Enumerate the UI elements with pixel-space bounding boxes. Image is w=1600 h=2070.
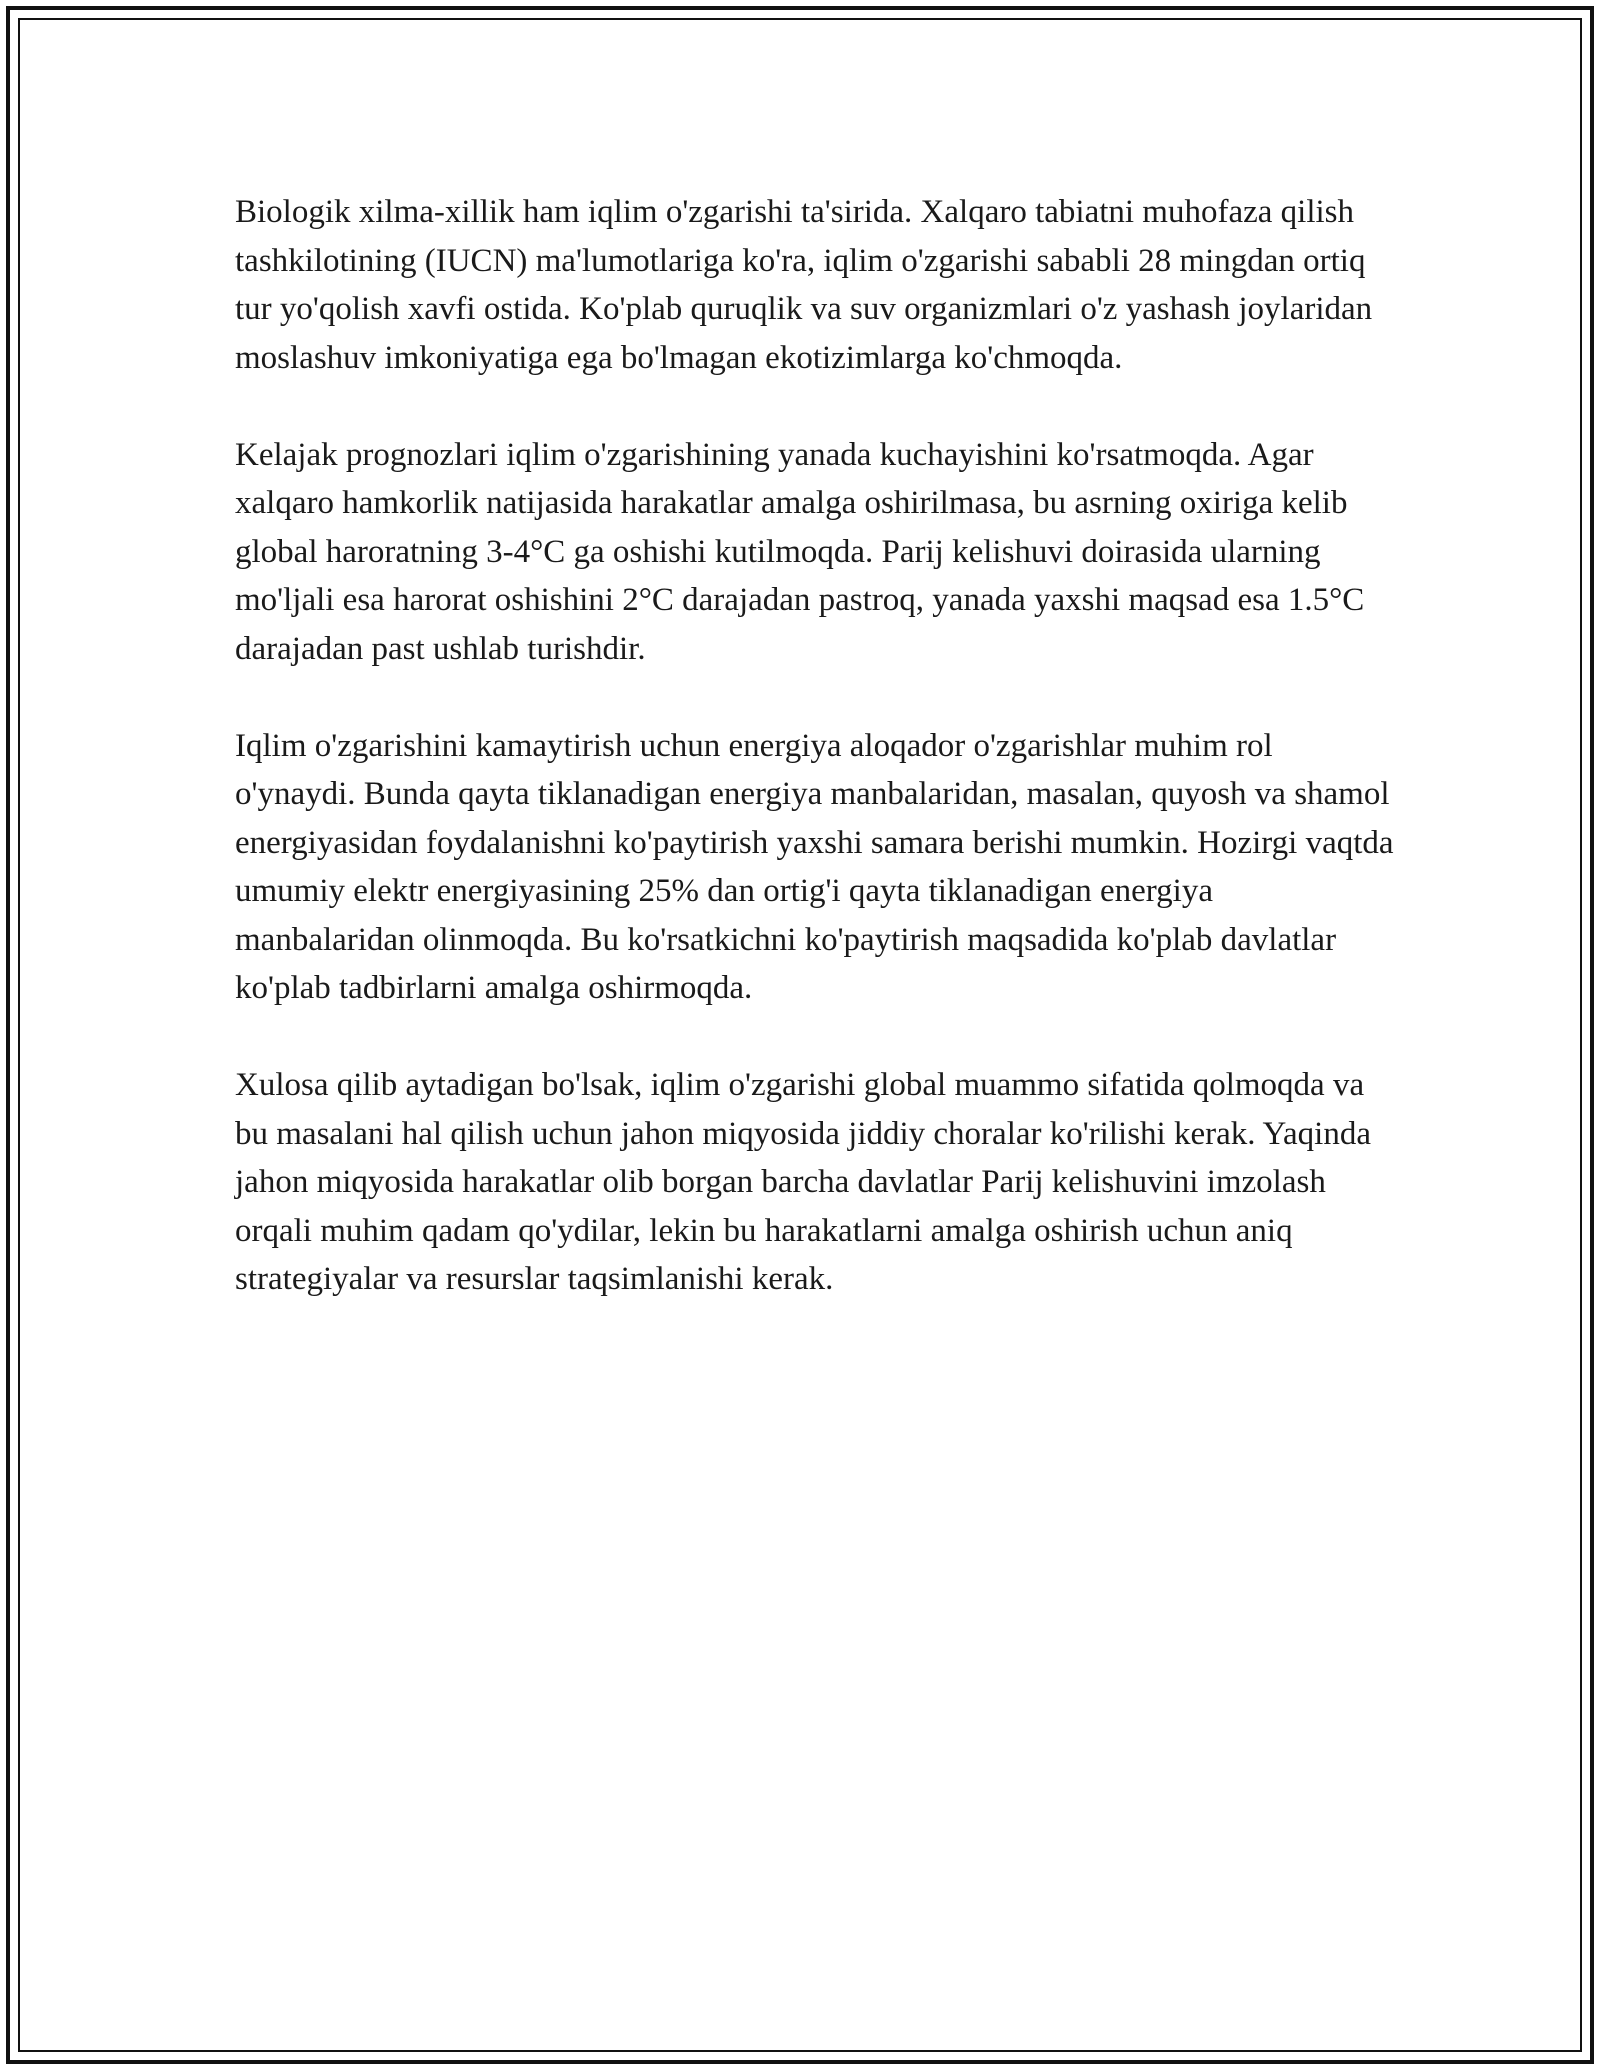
paragraph-biodiversity: Biologik xilma-xillik ham iqlim o'zgarishi ta'sirida. Xalqaro tabiatni muhofaza qilish tashkilotining (IUCN) ma'lumotlariga ko'ra, iqlim o'zgarishi sababli 28 mingdan ortiq tur yo'qolish xavfi ostida. Ko'plab quruqlik va suv organizmlari o'z yashash joylaridan moslashuv imkoniyatiga ega bo'lmagan ekotizimlarga ko'chmoqda. xyxy=(235,194,1373,376)
document-body xyxy=(235,188,1395,1352)
paragraph-conclusion: Xulosa qilib aytadigan bo'lsak, iqlim o'zgarishi global muammo sifatida qolmoqda va bu masalani hal qilish uchun jahon miqyosida jiddiy choralar ko'rilishi kerak. Yaqinda jahon miqyosida harakatlar olib borgan barcha davlatlar Parij kelishuvini imzolash orqali muhim qadam qo'ydilar, lekin bu harakatlarni amalga oshirish uchun aniq strategiyalar va resurslar taqsimlanishi kerak. xyxy=(235,1067,1372,1297)
paragraph-forecasts: Kelajak prognozlari iqlim o'zgarishining yanada kuchayishini ko'rsatmoqda. Agar xalqaro hamkorlik natijasida harakatlar amalga oshirilmasa, bu asrning oxiriga kelib global haroratning 3-4°C ga oshishi kutilmoqda. Parij kelishuvi doirasida ularning mo'ljali esa harorat oshishini 2°C darajadan pastroq, yanada yaxshi maqsad esa 1.5°C darajadan past ushlab turishdir. xyxy=(235,436,1365,667)
paragraph-energy: Iqlim o'zgarishini kamaytirish uchun energiya aloqador o'zgarishlar muhim rol o'ynaydi. Bunda qayta tiklanadigan energiya manbalaridan, masalan, quyosh va shamol energiyasidan foydalanishni ko'paytirish yaxshi samara berishi mumkin. Hozirgi vaqtda umumiy elektr energiyasining 25% dan ortig'i qayta tiklanadigan energiya manbalaridan olinmoqda. Bu ko'rsatkichni ko'paytirish maqsadida ko'plab davlatlar ko'plab tadbirlarni amalga oshirmoqda. xyxy=(235,727,1394,1006)
